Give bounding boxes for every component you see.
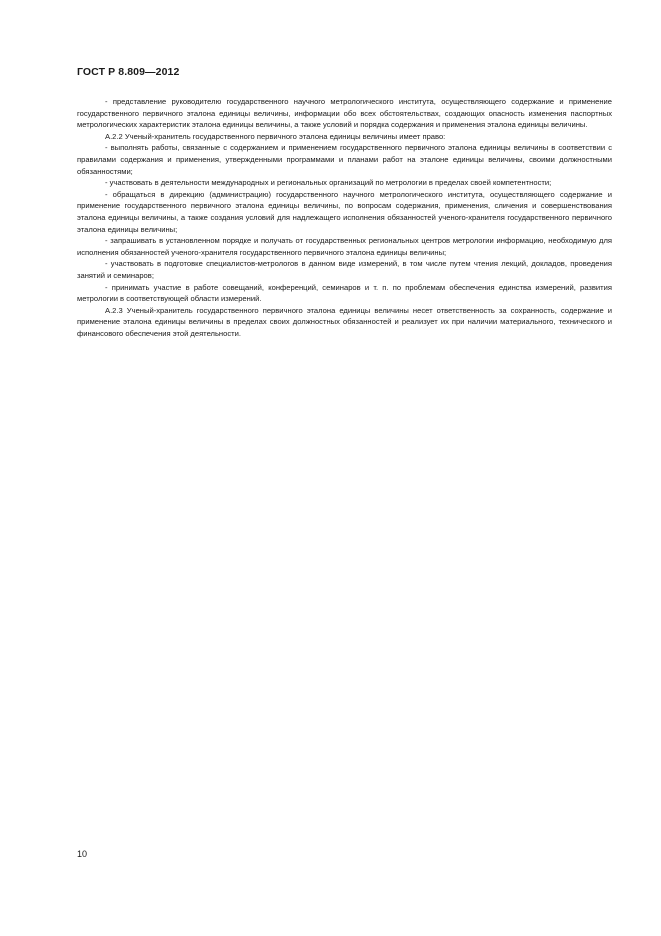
paragraph: - запрашивать в установленном порядке и получать от государственных региональных центров метрологии информацию, необходимую для исполнения обязанностей ученого-хранителя государственного первичного эталона единицы величины; — [77, 236, 612, 257]
paragraph: - принимать участие в работе совещаний, конференций, семинаров и т. п. по проблемам обеспечения единства измерений, развития метрологии в соответствующей области измерений. — [77, 282, 612, 304]
document-body — [77, 96, 612, 339]
paragraph: - участвовать в деятельности международных и региональных организаций по метрологии в пределах своей компетентности; — [105, 178, 552, 188]
document-header: ГОСТ Р 8.809—2012 — [77, 66, 180, 78]
paragraph: - представление руководителю государственного научного метрологического института, осуществляющего содержание и применение государственного первичного эталона единицы величины, информации обо всех обстоятельствах, создающих опасность изменения паспортных метрологических характеристик эталона единицы величины, а также условий и порядка содержания и применения эталона единицы величины. — [77, 97, 612, 130]
paragraph: - участвовать в подготовке специалистов-метрологов в данном виде измерений, в том числе путем чтения лекций, докладов, проведения занятий и семинаров; — [77, 259, 612, 280]
paragraph: А.2.3 Ученый-хранитель государственного первичного эталона единицы величины несет ответственность за сохранность, содержание и применение эталона единицы величины в пределах своих должностных обязанностей и реализует их при наличии материального, технического и финансового обеспечения этой деятельности. — [77, 305, 612, 338]
page-number: 10 — [77, 849, 88, 859]
paragraph: А.2.2 Ученый-хранитель государственного первичного эталона единицы величины имеет право: — [105, 131, 446, 141]
paragraph: - обращаться в дирекцию (администрацию) государственного научного метрологического института, осуществляющего содержание и применение государственного первичного эталона единицы величины, по вопросам содержания, применения, сличения и совершенствования эталона единицы величины, а также создания условий для надлежащего исполнения обязанностей ученого-хранителя государственного первичного эталона единицы величины; — [77, 189, 612, 234]
paragraph: - выполнять работы, связанные с содержанием и применением государственного первичного эталона единицы величины в соответствии с правилами содержания и применения, утвержденными программами и планами работ на эталоне единицы величины, своими должностными обязанностями; — [77, 143, 612, 176]
